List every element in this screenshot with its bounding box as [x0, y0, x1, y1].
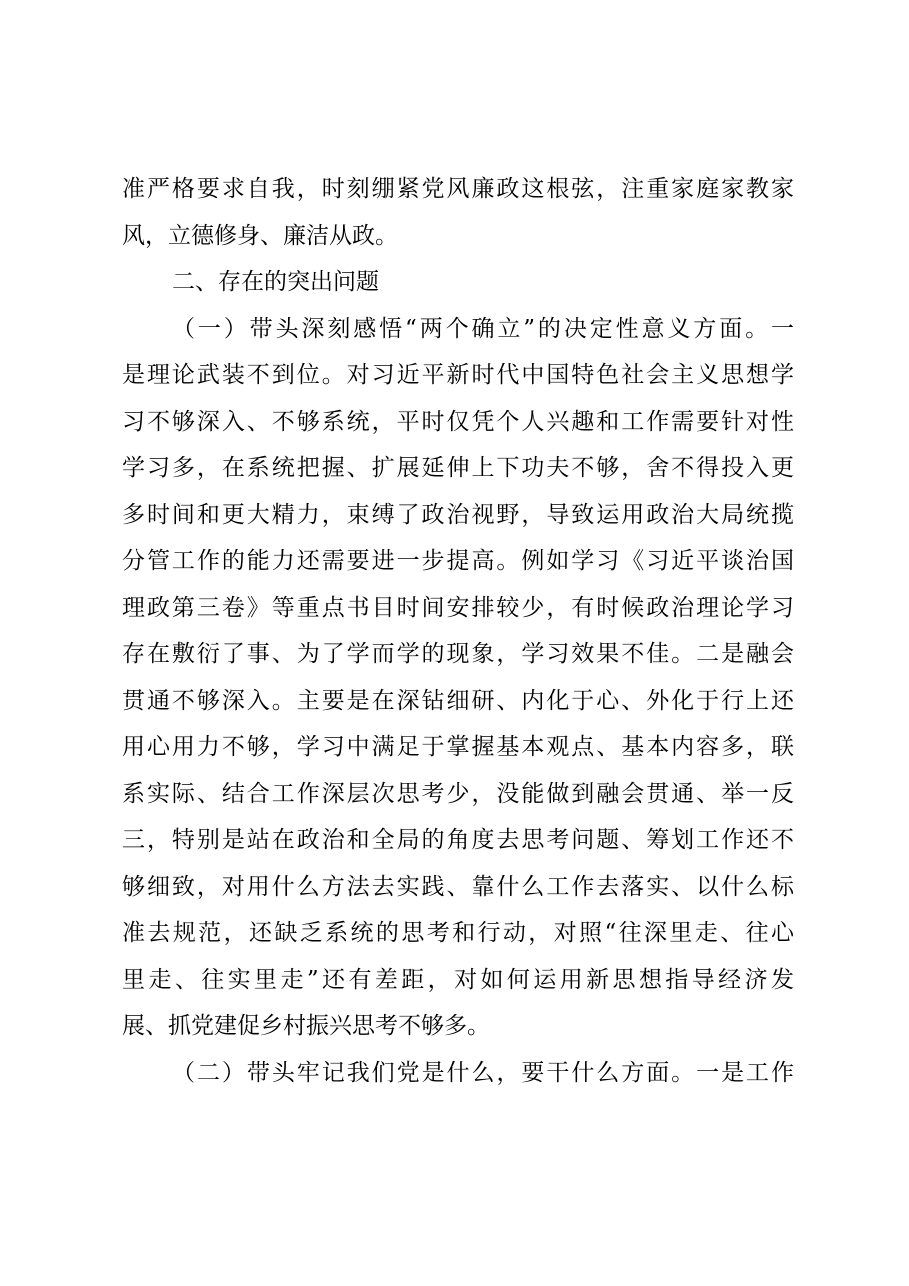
text-line: 风，立德修身、廉洁从政。 [122, 223, 398, 249]
section-heading: 二、存在的突出问题 [172, 269, 379, 295]
text-line: 三，特别是站在政治和全局的角度去思考问题、筹划工作还不 [122, 827, 794, 853]
text-line: 分管工作的能力还需要进一步提高。例如学习《习近平谈治国 [122, 548, 794, 574]
text-line: 学习多，在系统把握、扩展延伸上下功夫不够，舍不得投入更 [122, 455, 794, 481]
text-line: 贯通不够深入。主要是在深钻细研、内化于心、外化于行上还 [122, 688, 794, 714]
text-line: 理政第三卷》等重点书目时间安排较少，有时候政治理论学习 [122, 595, 794, 621]
text-line: 里走、往实里走”还有差距，对如何运用新思想指导经济发 [122, 967, 794, 993]
text-line: 够细致，对用什么方法去实践、靠什么工作去落实、以什么标 [122, 874, 794, 900]
text-line: 习不够深入、不够系统，平时仅凭个人兴趣和工作需要针对性 [122, 409, 794, 435]
text-line: 多时间和更大精力，束缚了政治视野，导致运用政治大局统揽 [122, 502, 794, 528]
subsection-heading: （二）带头牢记我们党是什么，要干什么方面。一是工作 [172, 1060, 794, 1086]
text-line: 存在敷衍了事、为了学而学的现象，学习效果不佳。二是融会 [122, 641, 794, 667]
text-line: 展、抓党建促乡村振兴思考不够多。 [122, 1013, 490, 1039]
text-line: 是理论武装不到位。对习近平新时代中国特色社会主义思想学 [122, 362, 794, 388]
text-line: 准去规范，还缺乏系统的思考和行动，对照“往深里走、往心 [122, 920, 794, 946]
text-line: 系实际、结合工作深层次思考少，没能做到融会贯通、举一反 [122, 781, 794, 807]
text-line: 准严格要求自我，时刻绷紧党风廉政这根弦，注重家庭家教家 [122, 176, 794, 202]
subsection-heading: （一）带头深刻感悟“两个确立”的决定性意义方面。一 [172, 316, 794, 342]
text-line: 用心用力不够，学习中满足于掌握基本观点、基本内容多，联 [122, 734, 794, 760]
